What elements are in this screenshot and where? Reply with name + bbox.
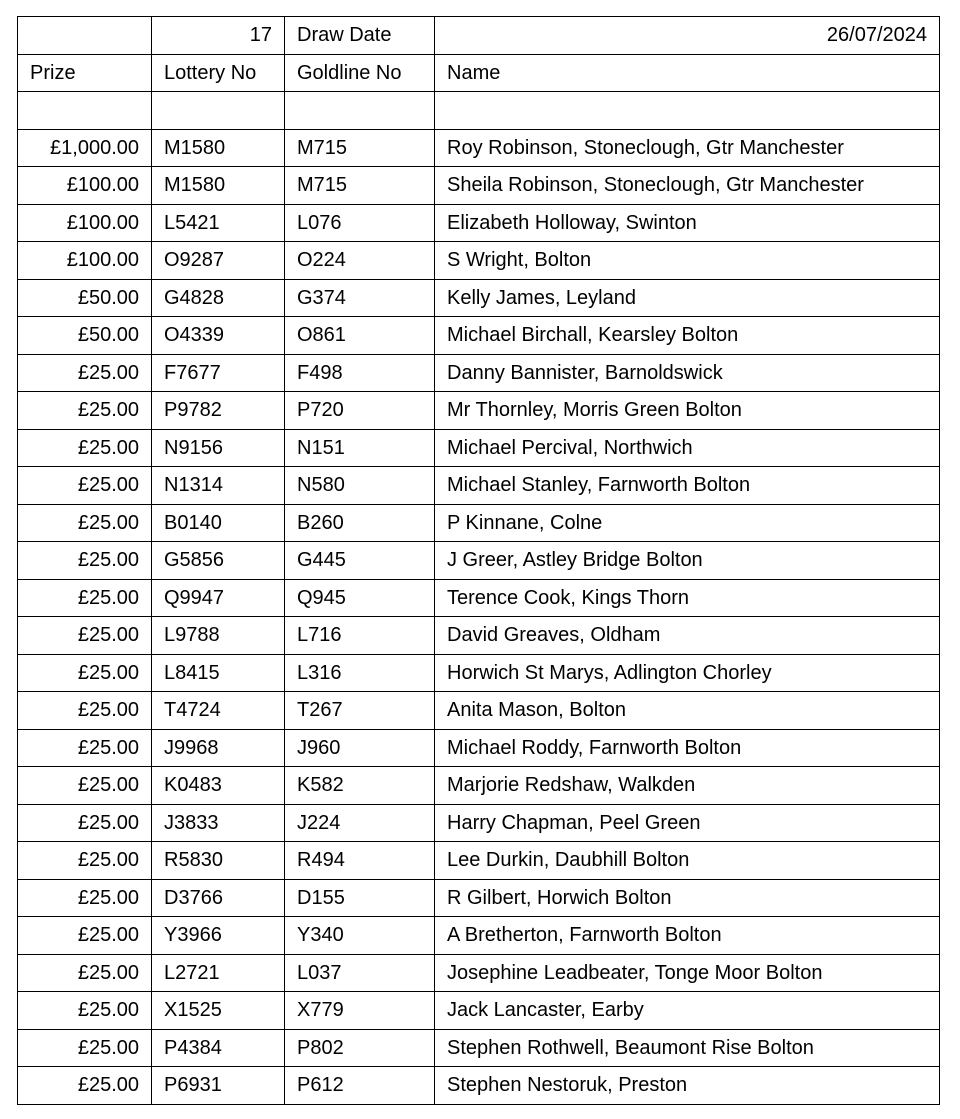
table-row xyxy=(18,992,940,1030)
prize-cell: £25.00 xyxy=(18,579,152,617)
table-row xyxy=(18,1029,940,1067)
prize-cell: £25.00 xyxy=(18,429,152,467)
table-row xyxy=(18,167,940,205)
lottery-no-cell: P4384 xyxy=(152,1029,285,1067)
name-cell: Harry Chapman, Peel Green xyxy=(435,804,940,842)
goldline-no-cell: Q945 xyxy=(285,579,435,617)
table-body xyxy=(18,17,940,1105)
lottery-no-cell: N9156 xyxy=(152,429,285,467)
lottery-no-cell: X1525 xyxy=(152,992,285,1030)
empty-cell xyxy=(285,92,435,130)
prize-cell: £100.00 xyxy=(18,242,152,280)
table-row xyxy=(18,692,940,730)
prize-cell: £25.00 xyxy=(18,842,152,880)
goldline-no-cell: Y340 xyxy=(285,917,435,955)
table-row xyxy=(18,954,940,992)
prize-cell: £50.00 xyxy=(18,317,152,355)
column-header-row xyxy=(18,54,940,92)
table-row xyxy=(18,654,940,692)
goldline-no-cell: L316 xyxy=(285,654,435,692)
lottery-no-cell: O9287 xyxy=(152,242,285,280)
lottery-no-cell: K0483 xyxy=(152,767,285,805)
lottery-no-cell: Y3966 xyxy=(152,917,285,955)
lottery-no-cell: F7677 xyxy=(152,354,285,392)
name-cell: Michael Birchall, Kearsley Bolton xyxy=(435,317,940,355)
lottery-no-cell: M1580 xyxy=(152,167,285,205)
lottery-no-cell: G4828 xyxy=(152,279,285,317)
goldline-no-cell: P612 xyxy=(285,1067,435,1105)
name-cell: Stephen Rothwell, Beaumont Rise Bolton xyxy=(435,1029,940,1067)
table-row xyxy=(18,879,940,917)
lottery-no-cell: M1580 xyxy=(152,129,285,167)
name-cell: Mr Thornley, Morris Green Bolton xyxy=(435,392,940,430)
goldline-no-cell: J960 xyxy=(285,729,435,767)
goldline-no-cell: B260 xyxy=(285,504,435,542)
prize-cell: £25.00 xyxy=(18,804,152,842)
prize-cell: £25.00 xyxy=(18,504,152,542)
table-row xyxy=(18,542,940,580)
lottery-no-cell: P6931 xyxy=(152,1067,285,1105)
table-row xyxy=(18,504,940,542)
lottery-no-cell: L5421 xyxy=(152,204,285,242)
lottery-no-cell: P9782 xyxy=(152,392,285,430)
goldline-no-cell: J224 xyxy=(285,804,435,842)
lottery-no-cell: R5830 xyxy=(152,842,285,880)
table-row xyxy=(18,842,940,880)
name-cell: Kelly James, Leyland xyxy=(435,279,940,317)
draw-info-row xyxy=(18,17,940,55)
name-cell: Michael Percival, Northwich xyxy=(435,429,940,467)
goldline-no-cell: T267 xyxy=(285,692,435,730)
prize-cell: £25.00 xyxy=(18,692,152,730)
name-cell: Horwich St Marys, Adlington Chorley xyxy=(435,654,940,692)
goldline-no-cell: L716 xyxy=(285,617,435,655)
lottery-no-cell: B0140 xyxy=(152,504,285,542)
name-cell: Roy Robinson, Stoneclough, Gtr Manchester xyxy=(435,129,940,167)
goldline-no-cell: P720 xyxy=(285,392,435,430)
prize-cell: £25.00 xyxy=(18,954,152,992)
goldline-no-cell: N580 xyxy=(285,467,435,505)
goldline-no-cell: M715 xyxy=(285,167,435,205)
name-cell: Terence Cook, Kings Thorn xyxy=(435,579,940,617)
prize-cell: £25.00 xyxy=(18,729,152,767)
empty-cell xyxy=(435,92,940,130)
prize-cell: £25.00 xyxy=(18,1029,152,1067)
name-cell: David Greaves, Oldham xyxy=(435,617,940,655)
goldline-no-cell: M715 xyxy=(285,129,435,167)
prize-cell: £100.00 xyxy=(18,167,152,205)
empty-cell xyxy=(18,17,152,55)
goldline-no-cell: X779 xyxy=(285,992,435,1030)
table-row xyxy=(18,392,940,430)
goldline-no-cell: K582 xyxy=(285,767,435,805)
table-row xyxy=(18,279,940,317)
lottery-no-cell: T4724 xyxy=(152,692,285,730)
prize-cell: £25.00 xyxy=(18,917,152,955)
lottery-no-cell: L8415 xyxy=(152,654,285,692)
lottery-results-table xyxy=(17,16,940,1105)
name-cell: S Wright, Bolton xyxy=(435,242,940,280)
prize-cell: £25.00 xyxy=(18,542,152,580)
lottery-no-cell: Q9947 xyxy=(152,579,285,617)
lottery-no-cell: G5856 xyxy=(152,542,285,580)
goldline-no-cell: G374 xyxy=(285,279,435,317)
table-row xyxy=(18,129,940,167)
prize-cell: £25.00 xyxy=(18,467,152,505)
goldline-no-cell: P802 xyxy=(285,1029,435,1067)
prize-cell: £25.00 xyxy=(18,879,152,917)
empty-cell xyxy=(152,92,285,130)
name-cell: Michael Roddy, Farnworth Bolton xyxy=(435,729,940,767)
goldline-no-cell: L076 xyxy=(285,204,435,242)
prize-cell: £25.00 xyxy=(18,1067,152,1105)
blank-row xyxy=(18,92,940,130)
table-row xyxy=(18,467,940,505)
lottery-no-cell: J3833 xyxy=(152,804,285,842)
table-row xyxy=(18,617,940,655)
goldline-no-cell: D155 xyxy=(285,879,435,917)
name-cell: Michael Stanley, Farnworth Bolton xyxy=(435,467,940,505)
name-cell: Stephen Nestoruk, Preston xyxy=(435,1067,940,1105)
name-cell: P Kinnane, Colne xyxy=(435,504,940,542)
header-name: Name xyxy=(435,54,940,92)
header-lottery-no: Lottery No xyxy=(152,54,285,92)
name-cell: Lee Durkin, Daubhill Bolton xyxy=(435,842,940,880)
lottery-no-cell: L9788 xyxy=(152,617,285,655)
prize-cell: £50.00 xyxy=(18,279,152,317)
table-row xyxy=(18,917,940,955)
goldline-no-cell: O861 xyxy=(285,317,435,355)
goldline-no-cell: L037 xyxy=(285,954,435,992)
name-cell: Sheila Robinson, Stoneclough, Gtr Manchester xyxy=(435,167,940,205)
lottery-no-cell: J9968 xyxy=(152,729,285,767)
table-row xyxy=(18,804,940,842)
goldline-no-cell: N151 xyxy=(285,429,435,467)
name-cell: Jack Lancaster, Earby xyxy=(435,992,940,1030)
header-prize: Prize xyxy=(18,54,152,92)
name-cell: A Bretherton, Farnworth Bolton xyxy=(435,917,940,955)
table-row xyxy=(18,729,940,767)
lottery-no-cell: O4339 xyxy=(152,317,285,355)
table-row xyxy=(18,429,940,467)
prize-cell: £25.00 xyxy=(18,767,152,805)
prize-cell: £100.00 xyxy=(18,204,152,242)
table-row xyxy=(18,317,940,355)
draw-number: 17 xyxy=(152,17,285,55)
name-cell: Josephine Leadbeater, Tonge Moor Bolton xyxy=(435,954,940,992)
table-row xyxy=(18,1067,940,1105)
table-row xyxy=(18,204,940,242)
prize-cell: £25.00 xyxy=(18,354,152,392)
table-row xyxy=(18,767,940,805)
header-goldline-no: Goldline No xyxy=(285,54,435,92)
prize-cell: £25.00 xyxy=(18,654,152,692)
lottery-no-cell: L2721 xyxy=(152,954,285,992)
draw-date-label: Draw Date xyxy=(285,17,435,55)
prize-cell: £25.00 xyxy=(18,617,152,655)
goldline-no-cell: F498 xyxy=(285,354,435,392)
prize-cell: £25.00 xyxy=(18,992,152,1030)
name-cell: J Greer, Astley Bridge Bolton xyxy=(435,542,940,580)
name-cell: Anita Mason, Bolton xyxy=(435,692,940,730)
lottery-no-cell: N1314 xyxy=(152,467,285,505)
name-cell: Marjorie Redshaw, Walkden xyxy=(435,767,940,805)
lottery-no-cell: D3766 xyxy=(152,879,285,917)
name-cell: Danny Bannister, Barnoldswick xyxy=(435,354,940,392)
empty-cell xyxy=(18,92,152,130)
goldline-no-cell: R494 xyxy=(285,842,435,880)
table-row xyxy=(18,242,940,280)
prize-cell: £25.00 xyxy=(18,392,152,430)
goldline-no-cell: G445 xyxy=(285,542,435,580)
name-cell: R Gilbert, Horwich Bolton xyxy=(435,879,940,917)
prize-cell: £1,000.00 xyxy=(18,129,152,167)
goldline-no-cell: O224 xyxy=(285,242,435,280)
table-row xyxy=(18,579,940,617)
table-row xyxy=(18,354,940,392)
draw-date: 26/07/2024 xyxy=(435,17,940,55)
name-cell: Elizabeth Holloway, Swinton xyxy=(435,204,940,242)
